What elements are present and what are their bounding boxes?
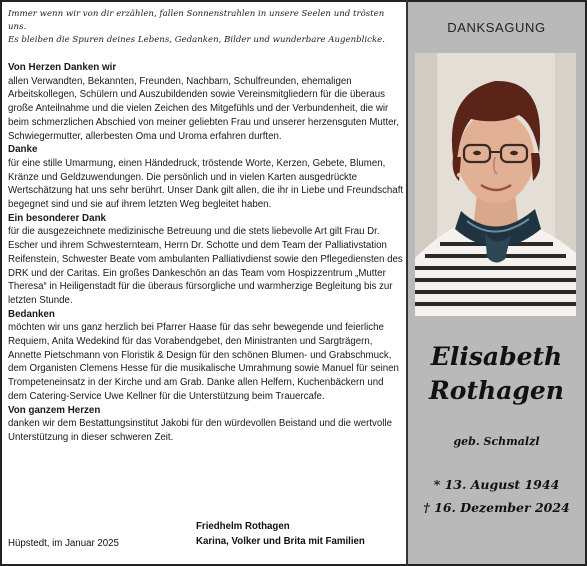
signature-name: Friedhelm Rothagen [196,521,290,532]
signature-name: Karina, Volker und Brita mit Familien [196,536,365,547]
section-heading: Von ganzem Herzen [8,404,101,416]
first-name: Elisabeth [430,342,563,371]
section-text: für eine stille Umarmung, einen Händedruck, tröstende Worte, Kerzen, Gebete, Blumen, Kränze und Geldzuwendungen. Die persönlich und in vielen Karten ausgedrückte Wertschätzung hat uns sehr berührt. Unser Dank gilt allen, die ihr in Liebe und Freundschaft begegnet sind und sie auf ihrem letzten Weg begleitet haben. [8,157,404,211]
text-column [8,8,404,445]
section-text: möchten wir uns ganz herzlich bei Pfarrer Haase für das sehr bewegende und feierliche Requiem, Anita Wedekind für das Vorabendgebet, den Ministranten und Sargträgern, Annette Pietschmann von Floristik & Design für den schönen Blumen- und Grabschmuck, dem Organisten Clemens Hesse für die musikalische Umrahmung sowie Manuel für seinen Trompeteneinsatz in der Kirche und am Grab. Danke allen Helfern, Kuchenbäckern und dem Catering-Service Uwe Kellner für die Unterstützung beim Trauercafe. [8,322,399,402]
section-heading: Bedanken [8,308,55,320]
section-text: allen Verwandten, Bekannten, Freunden, Nachbarn, Schulfreunden, ehemaligen Arbeitskollegen, Schülern und Auszubildenden sowie Vereinsmitgliedern für die überaus große Anteilnahme und die vielen Zeichen des Mitgefühls und der Verbundenheit, die wir beim schmerzlichen Abschied von meiner geliebten Frau und unserer herzensguten Mutter, Schwiegermutter, allerbesten Oma und Uroma erfahren durften. [8,75,399,142]
section-heading: Von Herzen Danken wir [8,62,117,73]
motto-line: Immer wenn wir von dir erzählen, fallen Sonnenstrahlen in unsere Seelen und trösten uns. [8,9,385,32]
memorial-panel [408,2,585,564]
death-date: † 16. Dezember 2024 [423,500,570,515]
last-name: Rothagen [429,376,564,405]
section-heading: Ein besonderer Dank [8,212,106,224]
portrait-illustration [415,53,576,316]
section-text: danken wir dem Bestattungsinstitut Jakobi für den würdevollen Beistand und die wertvolle Unterstützung in dieser schweren Zeit. [8,418,392,443]
life-dates [408,473,585,519]
motto-line: Es bleiben die Spuren deines Lebens, Gedanken, Bilder und wunderbare Augenblicke. [8,35,386,45]
section-heading: Danke [8,144,38,156]
birth-date: * 13. August 1944 [433,477,560,492]
section-text: für die ausgezeichnete medizinische Betreuung und die stets liebevolle Art gilt Frau Dr. Escher und ihrem Schwesternteam, Herrn Dr. Schotte und dem Team der Palliativstation Reifenstein, Schwester Beate vom ambulanten Palliativdienst sowie den Pflegediensten des DRK und der Caritas. Ein großes Dankeschön an das Team vom Hospizzentrum „Mutter Theresa“ in Heiligenstadt für die überaus fürsorgliche und warmherzige Begleitung bis zur letzten Stunde. [8,226,403,306]
panel-title: DANKSAGUNG [447,20,546,35]
deceased-name [408,340,585,408]
portrait-photo [415,53,576,316]
thanks-body [8,61,404,445]
birth-name: geb. Schmalzl [453,435,540,448]
place-date: Hüpstedt, im Januar 2025 [8,538,119,549]
motto [8,8,404,47]
signature-names [196,519,365,549]
